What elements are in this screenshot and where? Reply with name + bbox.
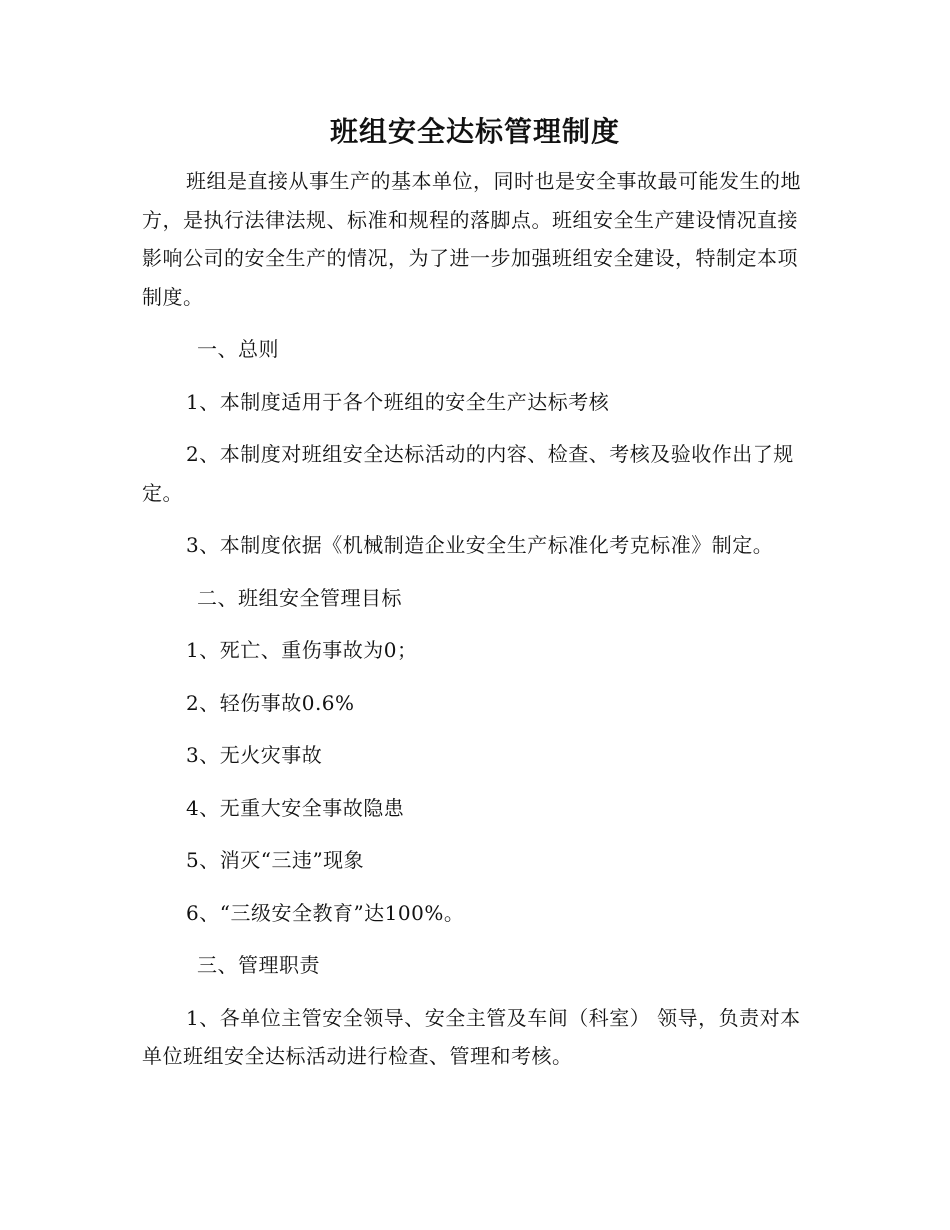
section-heading-duties: 三、管理职责 bbox=[197, 953, 320, 977]
duty-item-1: 1、各单位主管安全领导、安全主管及车间（科室） 领导，负责对本单位班组安全达标活动进行检查、管理和考核。 bbox=[142, 1005, 801, 1068]
goal-item-1: 1、死亡、重伤事故为0； bbox=[186, 638, 418, 662]
goal-item-4: 4、无重大安全事故隐患 bbox=[186, 795, 405, 820]
goal-item-6: 6、“三级安全教育”达100%。 bbox=[186, 900, 465, 925]
document-body bbox=[142, 162, 808, 1090]
section-heading-general: 一、总则 bbox=[197, 337, 279, 361]
section-heading-goals: 二、班组安全管理目标 bbox=[197, 585, 402, 610]
document-title: 班组安全达标管理制度 bbox=[329, 115, 620, 148]
general-item-3: 3、本制度依据《机械制造企业安全生产标准化考克标准》制定。 bbox=[186, 533, 774, 557]
intro-paragraph: 班组是直接从事生产的基本单位，同时也是安全事故最可能发生的地方，是执行法律法规、标准和规程的落脚点。班组安全生产建设情况直接影响公司的安全生产的情况，为了进一步加强班组安全建设，特制定本项制度。 bbox=[142, 169, 801, 309]
general-item-1: 1、本制度适用于各个班组的安全生产达标考核 bbox=[186, 389, 610, 414]
goal-item-3: 3、无火灾事故 bbox=[186, 743, 323, 767]
goal-item-5: 5、消灭“三违”现象 bbox=[186, 848, 365, 872]
general-item-2: 2、本制度对班组安全达标活动的内容、检查、考核及验收作出了规定。 bbox=[142, 442, 794, 505]
goal-item-2: 2、轻伤事故0.6% bbox=[186, 690, 355, 715]
